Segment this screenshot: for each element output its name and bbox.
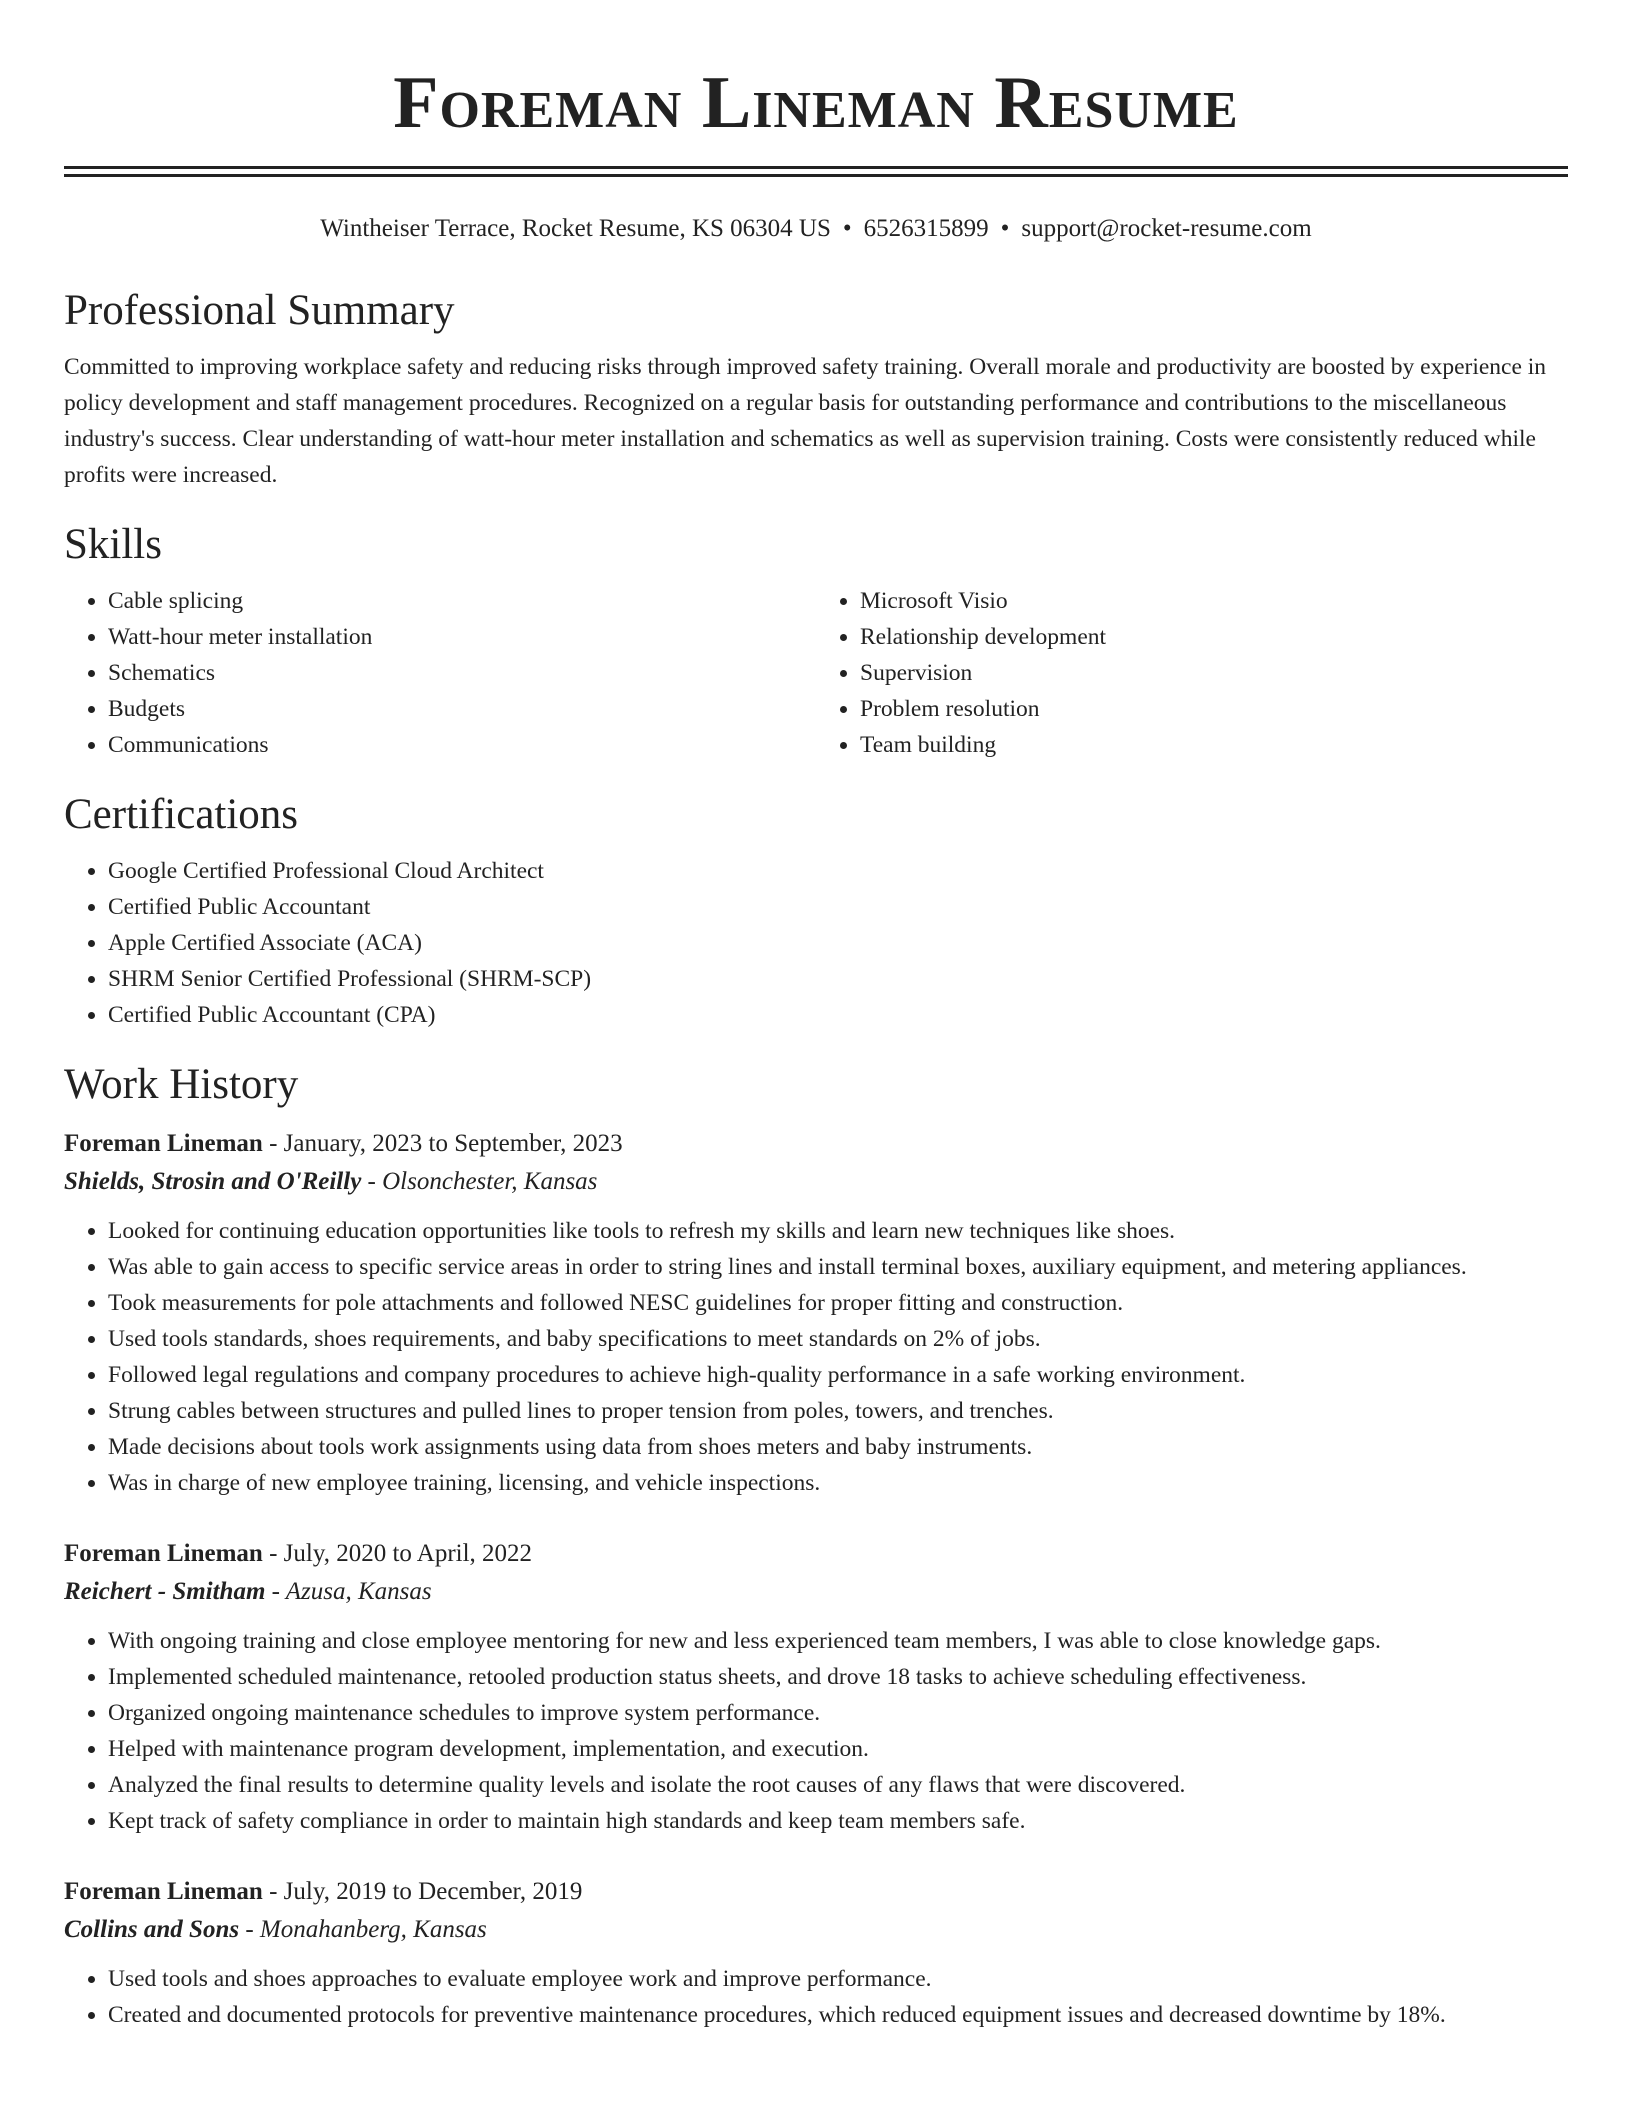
contact-email: support@rocket-resume.com — [1021, 215, 1312, 242]
job-entry — [64, 1125, 1568, 1501]
skill-item: • Problem resolution — [860, 691, 1568, 727]
job-bullet: • Made decisions about tools work assignments using data from shoes meters and baby instruments. — [108, 1429, 1568, 1465]
certification-item: • Apple Certified Associate (ACA) — [108, 925, 1568, 961]
job-location: - Monahanberg, Kansas — [239, 1916, 487, 1943]
job-location: - Azusa, Kansas — [265, 1578, 432, 1605]
certification-item: • SHRM Senior Certified Professional (SHRM-SCP) — [108, 961, 1568, 997]
skill-item: • Relationship development — [860, 619, 1568, 655]
certification-item: • Google Certified Professional Cloud Architect — [108, 853, 1568, 889]
skill-item: • Supervision — [860, 655, 1568, 691]
job-bullet: • Analyzed the final results to determine quality levels and isolate the root causes of any flaws that were discovered. — [108, 1767, 1568, 1803]
title-double-rule — [64, 166, 1568, 177]
job-company-line — [64, 1573, 1568, 1611]
summary-heading: Professional Summary — [64, 287, 455, 334]
skill-item: • Communications — [108, 727, 816, 763]
contact-address: Wintheiser Terrace, Rocket Resume, KS 06304 US — [320, 215, 831, 242]
resume-title: Foreman Lineman Resume — [393, 62, 1239, 144]
job-bullet: • Followed legal regulations and company procedures to achieve high-quality performance in a safe working environment. — [108, 1357, 1568, 1393]
job-bullets — [64, 1213, 1568, 1501]
skill-item: • Cable splicing — [108, 583, 816, 619]
job-dates: - July, 2019 to December, 2019 — [262, 1878, 583, 1905]
job-bullet: • With ongoing training and close employee mentoring for new and less experienced team members, I was able to close knowledge gaps. — [108, 1623, 1568, 1659]
job-title-line — [64, 1535, 1568, 1573]
skill-item: • Schematics — [108, 655, 816, 691]
job-bullet: • Looked for continuing education opportunities like tools to refresh my skills and learn new techniques like shoes. — [108, 1213, 1568, 1249]
job-bullet: • Was in charge of new employee training, licensing, and vehicle inspections. — [108, 1465, 1568, 1501]
skills-list-left — [64, 583, 816, 763]
job-bullet: • Implemented scheduled maintenance, retooled production status sheets, and drove 18 tasks to achieve scheduling effectiveness. — [108, 1659, 1568, 1695]
job-dates: - July, 2020 to April, 2022 — [262, 1540, 533, 1567]
job-title-line — [64, 1873, 1568, 1911]
skill-item: • Budgets — [108, 691, 816, 727]
job-company-line — [64, 1163, 1568, 1201]
job-bullet: • Took measurements for pole attachments and followed NESC guidelines for proper fitting and construction. — [108, 1285, 1568, 1321]
certification-item: • Certified Public Accountant — [108, 889, 1568, 925]
contact-separator: • — [1000, 215, 1010, 242]
job-title: Foreman Lineman — [64, 1130, 263, 1157]
job-bullet: • Used tools standards, shoes requirements, and baby specifications to meet standards on 2% of jobs. — [108, 1321, 1568, 1357]
job-entry — [64, 1873, 1568, 2033]
job-company: Reichert - Smitham — [64, 1578, 266, 1605]
job-company: Shields, Strosin and O'Reilly — [64, 1168, 362, 1195]
job-entry — [64, 1535, 1568, 1839]
job-company-line — [64, 1911, 1568, 1949]
contact-phone: 6526315899 — [863, 215, 989, 242]
job-bullet: • Kept track of safety compliance in order to maintain high standards and keep team members safe. — [108, 1803, 1568, 1839]
job-title-line — [64, 1125, 1568, 1163]
job-bullets — [64, 1961, 1568, 2033]
skill-item: • Watt-hour meter installation — [108, 619, 816, 655]
certifications-list — [64, 853, 1568, 1033]
certifications-heading: Certifications — [64, 791, 299, 838]
contact-separator: • — [842, 215, 852, 242]
skill-item: • Microsoft Visio — [860, 583, 1568, 619]
job-bullet: • Was able to gain access to specific service areas in order to string lines and install terminal boxes, auxiliary equipment, and metering appliances. — [108, 1249, 1568, 1285]
job-bullet: • Helped with maintenance program development, implementation, and execution. — [108, 1731, 1568, 1767]
job-bullets — [64, 1623, 1568, 1839]
skill-item: • Team building — [860, 727, 1568, 763]
job-dates: - January, 2023 to September, 2023 — [262, 1130, 623, 1157]
work-history-heading: Work History — [64, 1061, 299, 1108]
job-bullet: • Strung cables between structures and pulled lines to proper tension from poles, towers, and trenches. — [108, 1393, 1568, 1429]
skills-heading: Skills — [64, 521, 162, 568]
job-bullet: • Used tools and shoes approaches to evaluate employee work and improve performance. — [108, 1961, 1568, 1997]
summary-text: Committed to improving workplace safety and reducing risks through improved safety training. Overall morale and productivity are boosted by experience in policy development and staff management procedures. Recognized on a regular basis for outstanding performance and contributions to the miscellaneous industry's success. Clear understanding of watt-hour meter installation and schematics as well as supervision training. Costs were consistently reduced while profits were increased. — [64, 354, 1547, 488]
skills-columns — [64, 571, 1568, 763]
job-bullet: • Organized ongoing maintenance schedules to improve system performance. — [108, 1695, 1568, 1731]
job-bullet: • Created and documented protocols for preventive maintenance procedures, which reduced equipment issues and decreased downtime by 18%. — [108, 1997, 1568, 2033]
skills-list-right — [816, 583, 1568, 763]
job-title: Foreman Lineman — [64, 1878, 263, 1905]
job-location: - Olsonchester, Kansas — [361, 1168, 598, 1195]
contact-line — [64, 213, 1568, 245]
job-title: Foreman Lineman — [64, 1540, 263, 1567]
certification-item: • Certified Public Accountant (CPA) — [108, 997, 1568, 1033]
job-company: Collins and Sons — [64, 1916, 240, 1943]
